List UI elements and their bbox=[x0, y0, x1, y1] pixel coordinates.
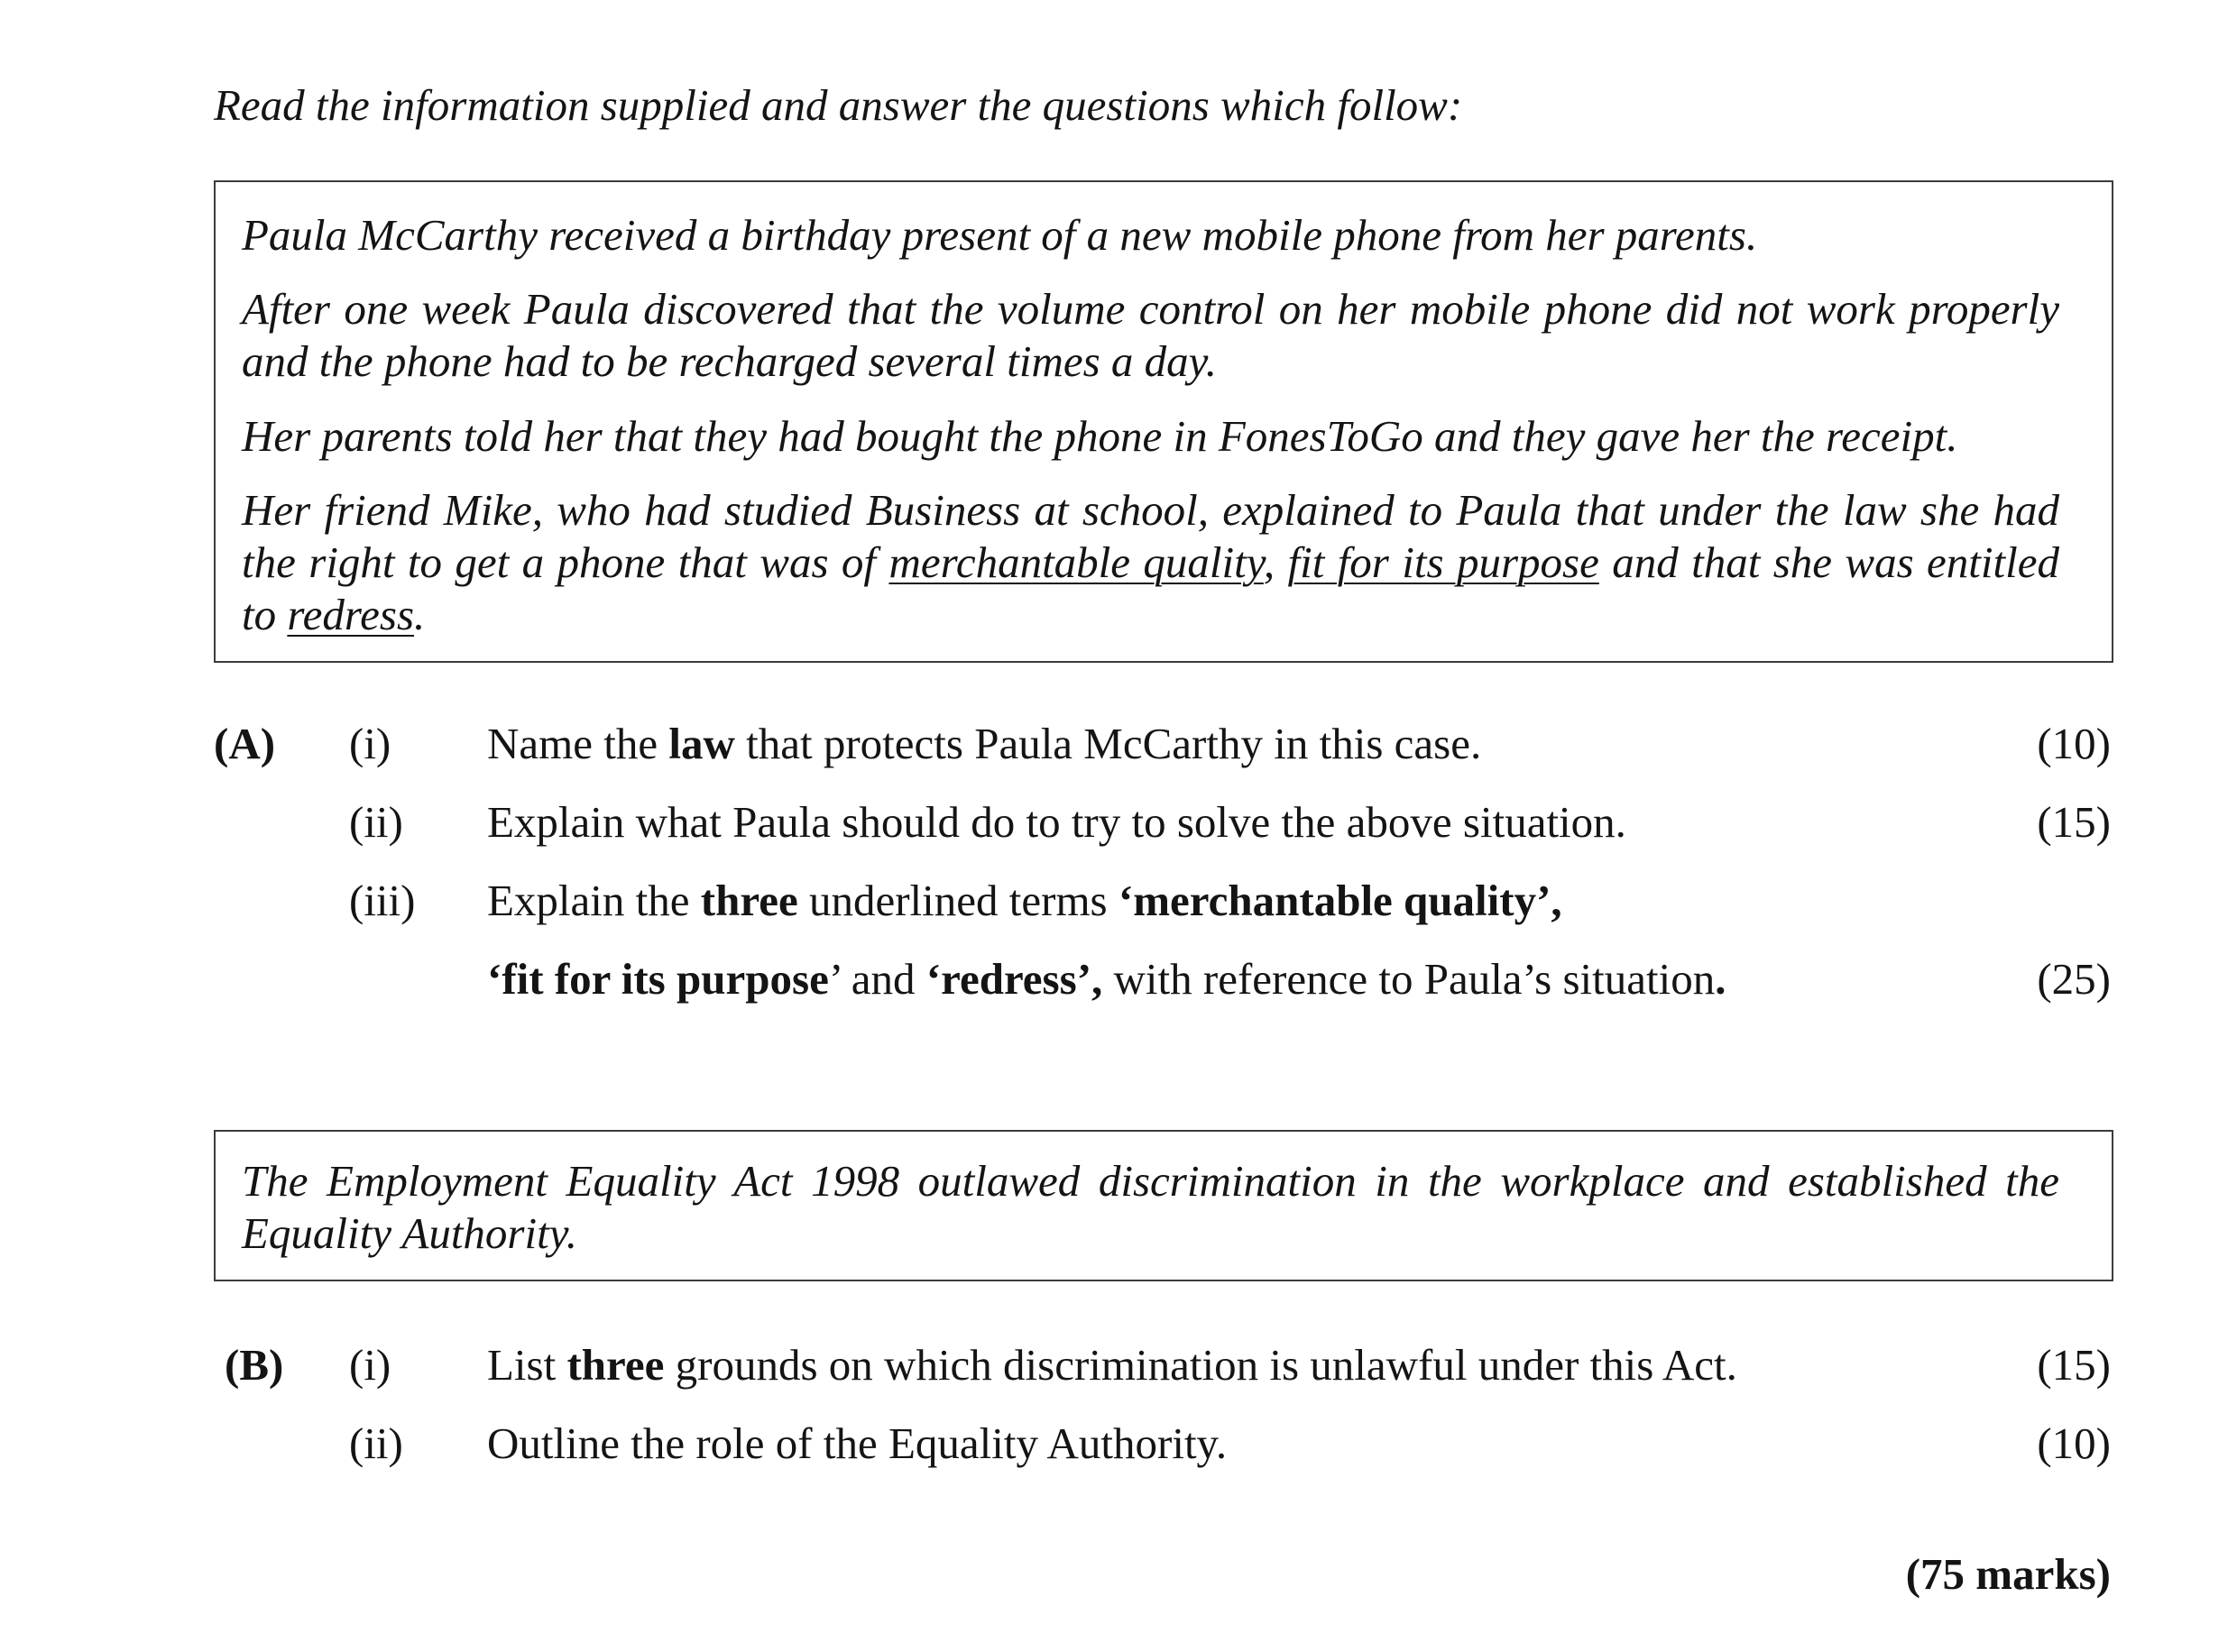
total-marks: (75 marks) bbox=[1905, 1549, 2111, 1599]
question-b-i-text bbox=[487, 1338, 1737, 1392]
question-text: underlined terms bbox=[797, 876, 1118, 925]
question-b-ii-number: (ii) bbox=[349, 1418, 403, 1468]
question-b-i-number: (i) bbox=[349, 1340, 391, 1390]
act-info-box bbox=[214, 1130, 2113, 1281]
question-a-i-text bbox=[487, 717, 1481, 771]
question-a-ii-number: (ii) bbox=[349, 797, 403, 847]
question-text: that protects Paula McCarthy in this case. bbox=[734, 719, 1482, 768]
scenario-text: and that she was entitled to bbox=[242, 537, 2059, 639]
act-info-text: The Employment Equality Act 1998 outlawed discrimination in the workplace and established the Equality Authority. bbox=[242, 1156, 2059, 1258]
scenario-paragraph-4 bbox=[242, 484, 2059, 641]
question-text: ’ and bbox=[828, 954, 926, 1004]
part-b-label: (B) bbox=[225, 1340, 284, 1390]
question-text: with reference to Paula’s situation bbox=[1102, 954, 1716, 1004]
emphasis-three: three bbox=[700, 876, 798, 925]
question-a-ii-text: Explain what Paula should do to try to solve the above situation. bbox=[487, 797, 1626, 847]
scenario-text: , bbox=[1263, 537, 1288, 587]
emphasis-three: three bbox=[566, 1340, 665, 1390]
instructions: Read the information supplied and answer the questions which follow: bbox=[214, 80, 1463, 130]
term-fit-for-its-purpose: ‘fit for its purpose bbox=[487, 954, 829, 1004]
scenario-paragraph-3: Her parents told her that they had bought the phone in FonesToGo and they gave her the receipt. bbox=[242, 411, 1958, 461]
question-a-iii-number: (iii) bbox=[349, 876, 416, 925]
underlined-term-fit-for-purpose: fit for its purpose bbox=[1287, 537, 1599, 587]
question-a-iii-text-line-1 bbox=[487, 874, 1562, 928]
underlined-term-redress: redress bbox=[287, 590, 415, 639]
question-text: grounds on which discrimination is unlawful under this Act. bbox=[664, 1340, 1737, 1390]
term-redress: ‘redress’, bbox=[925, 954, 1103, 1004]
underlined-term-merchantable-quality: merchantable quality bbox=[888, 537, 1264, 587]
part-a-label: (A) bbox=[214, 719, 276, 768]
question-text: Name the bbox=[487, 719, 669, 768]
scenario-paragraph-1: Paula McCarthy received a birthday present of a new mobile phone from her parents. bbox=[242, 210, 1758, 260]
question-a-ii-marks: (15) bbox=[2037, 797, 2111, 847]
scenario-text: . bbox=[414, 590, 426, 639]
question-a-i-number: (i) bbox=[349, 719, 391, 768]
scenario-text: Her friend Mike, who had studied Business at school, explained to Paula that under the law she had the right to get a phone that was of bbox=[242, 485, 2059, 587]
question-b-i-marks: (15) bbox=[2037, 1340, 2111, 1390]
question-text: List bbox=[487, 1340, 567, 1390]
emphasis-law: law bbox=[668, 719, 735, 768]
question-a-iii-text-line-2 bbox=[487, 952, 1726, 1006]
question-end-period: . bbox=[1715, 954, 1726, 1004]
question-a-iii-marks: (25) bbox=[2037, 954, 2111, 1004]
scenario-paragraph-2: After one week Paula discovered that the volume control on her mobile phone did not work properly and the phone had to be recharged several times a day. bbox=[242, 284, 2059, 386]
question-b-ii-marks: (10) bbox=[2037, 1418, 2111, 1468]
scenario-box bbox=[214, 180, 2113, 663]
question-text: Explain the bbox=[487, 876, 701, 925]
question-b-ii-text: Outline the role of the Equality Authority. bbox=[487, 1418, 1228, 1468]
term-merchantable-quality: ‘merchantable quality’, bbox=[1118, 876, 1562, 925]
question-a-i-marks: (10) bbox=[2037, 719, 2111, 768]
